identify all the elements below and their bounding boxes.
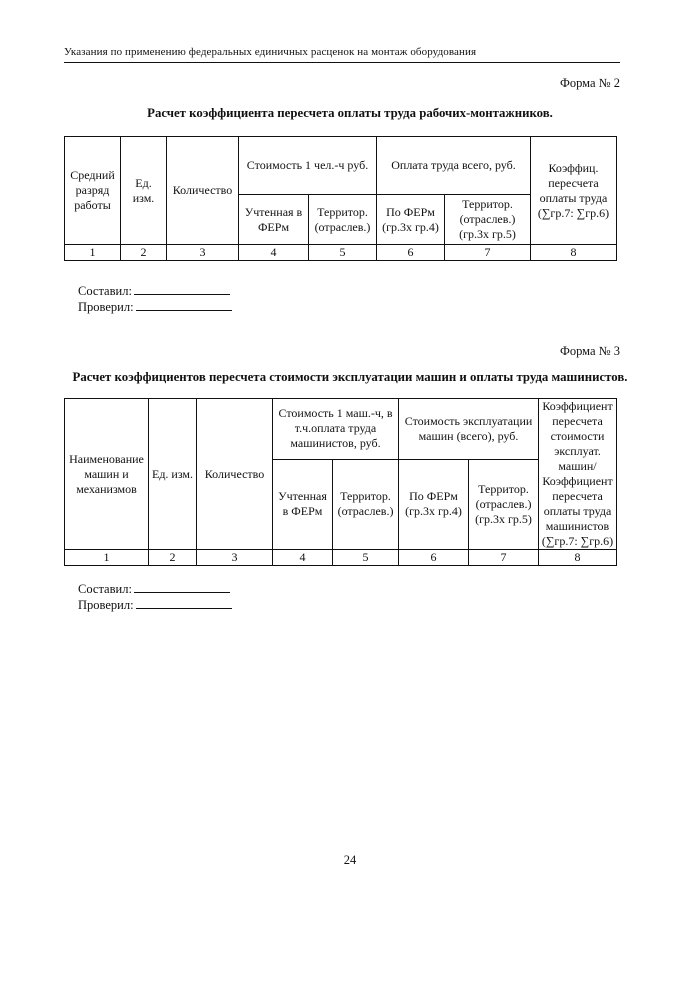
form2-title: Расчет коэффициента пересчета оплаты труда рабочих-монтажников. — [147, 106, 553, 120]
form2-signatures — [78, 283, 232, 315]
form2-num-cell: 8 — [531, 245, 617, 261]
form3-num-cell: 7 — [469, 550, 539, 566]
form3-checked-label: Проверил: — [78, 598, 134, 612]
form3-col-territorial: Территор. (отраслев.) — [333, 459, 399, 549]
form2-num-cell: 4 — [239, 245, 309, 261]
form2-col-territorial-total: Территор. (отраслев.) (гр.3х гр.5) — [445, 195, 531, 245]
form3-col-quantity: Количество — [197, 399, 273, 550]
form3-group-operation-cost: Стоимость эксплуатации машин (всего), руб. — [399, 399, 539, 460]
form3-compiled-label: Составил: — [78, 582, 132, 596]
page-number: 24 — [343, 853, 357, 867]
form3-num-cell: 1 — [65, 550, 149, 566]
form2-col-quantity: Количество — [167, 137, 239, 245]
form3-number: Форма № 3 — [560, 344, 620, 358]
form3-num-cell: 5 — [333, 550, 399, 566]
form2-col-by-fer: По ФЕРм (гр.3х гр.4) — [377, 195, 445, 245]
form3-col-unit: Ед. изм. — [149, 399, 197, 550]
form3-signatures — [78, 581, 232, 613]
form3-col-fer: Учтенная в ФЕРм — [273, 459, 333, 549]
form3-num-cell: 3 — [197, 550, 273, 566]
form2-col-grade: Средний разряд работы — [65, 137, 121, 245]
form2-checked-label: Проверил: — [78, 300, 134, 314]
form3-num-cell: 2 — [149, 550, 197, 566]
form3-group-hour-cost: Стоимость 1 маш.-ч, в т.ч.оплата труда машинистов, руб. — [273, 399, 399, 460]
form2-num-cell: 3 — [167, 245, 239, 261]
form3-title: Расчет коэффициентов пересчета стоимости эксплуатации машин и оплаты труда машинистов. — [72, 370, 628, 384]
form3-table — [64, 398, 617, 566]
form2-checked-line — [136, 299, 232, 311]
form3-col-coefficient: Коэффициент пересчета стоимости эксплуат. машин/ Коэффициент пересчета оплаты труда машинистов (∑гр.7: ∑гр.6) — [539, 399, 617, 550]
form3-col-territorial-total: Территор. (отраслев.) (гр.3х гр.5) — [469, 459, 539, 549]
form2-num-cell: 6 — [377, 245, 445, 261]
form2-num-cell: 1 — [65, 245, 121, 261]
form2-col-unit: Ед. изм. — [121, 137, 167, 245]
form2-col-coefficient: Коэффиц. пересчета оплаты труда (∑гр.7: ∑гр.6) — [531, 137, 617, 245]
form3-num-cell: 8 — [539, 550, 617, 566]
form2-number: Форма № 2 — [560, 76, 620, 90]
form2-num-cell: 7 — [445, 245, 531, 261]
form2-table — [64, 136, 617, 261]
form2-compiled-line — [134, 283, 230, 295]
form3-col-by-fer: По ФЕРм (гр.3х гр.4) — [399, 459, 469, 549]
form3-num-cell: 6 — [399, 550, 469, 566]
form2-col-fer: Учтенная в ФЕРм — [239, 195, 309, 245]
form2-col-territorial: Территор. (отраслев.) — [309, 195, 377, 245]
running-header: Указания по применению федеральных единичных расценок на монтаж оборудования — [64, 46, 620, 63]
form3-num-cell: 4 — [273, 550, 333, 566]
form3-col-machine-name: Наименование машин и механизмов — [65, 399, 149, 550]
form2-compiled-label: Составил: — [78, 284, 132, 298]
form3-checked-line — [136, 597, 232, 609]
form2-num-cell: 5 — [309, 245, 377, 261]
form2-num-cell: 2 — [121, 245, 167, 261]
form2-group-hour-cost: Стоимость 1 чел.-ч руб. — [239, 137, 377, 195]
form3-compiled-line — [134, 581, 230, 593]
form2-group-total-pay: Оплата труда всего, руб. — [377, 137, 531, 195]
